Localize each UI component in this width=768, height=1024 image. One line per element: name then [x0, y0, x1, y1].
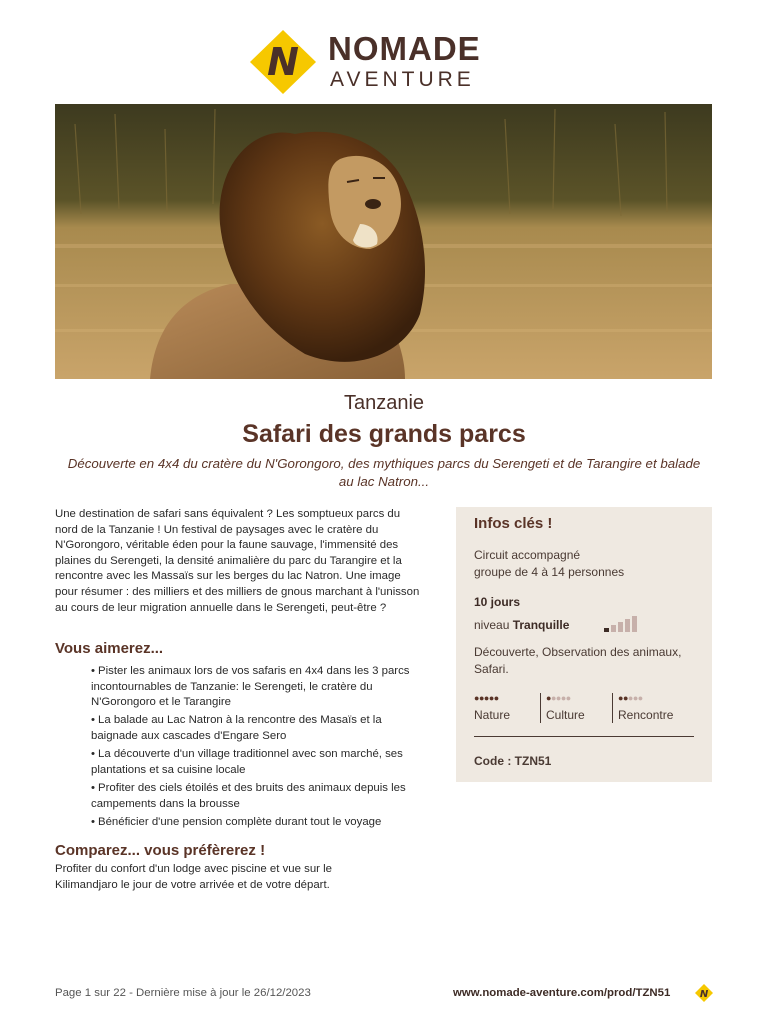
brand-name: NOMADE [328, 30, 481, 67]
trip-type-line2: groupe de 4 à 14 personnes [474, 565, 625, 579]
nomade-logo-icon [248, 28, 318, 96]
nomade-small-logo-icon [695, 984, 713, 1002]
key-info-panel [456, 507, 712, 782]
level-bar [611, 625, 616, 632]
list-item: • Bénéficier d'une pension complète durant tout le voyage [91, 815, 382, 828]
trip-code: Code : TZN51 [474, 754, 552, 768]
level-bar [625, 619, 630, 632]
hero-photo-lion [55, 104, 712, 379]
intro-paragraph: Une destination de safari sans équivalent ? Les somptueux parcs du nord de la Tanzanie ! Un festival de paysages avec le cratère du N'Gorongoro, véritable éden pour la faune sauvage, l'immensité des plaines du Serengeti, la densité animalière du parc du Tarangire et la rencontre avec les Massaïs sur les berges du lac Natron. Une image pour résumer : des milliers et des milliers de gnous marchant à l'unisson au cours de leur migration annuelle dans le Serengeti, peut-être ? [55, 508, 420, 614]
compare-paragraph: Profiter du confort d'un lodge avec piscine et vue sur le Kilimandjaro le jour de votre arrivée et de votre départ. [55, 863, 332, 891]
list-item: • Profiter des ciels étoilés et des bruits des animaux depuis les campements dans la brousse [91, 781, 406, 810]
svg-text:N: N [699, 989, 709, 1000]
like-list [91, 664, 421, 833]
panel-divider [474, 736, 694, 737]
level-bar [604, 628, 609, 632]
rating-dots-icon: ●●●●● [618, 693, 643, 703]
list-item: • La découverte d'un village traditionnel avec son marché, ses plantations et sa cuisine locale [91, 748, 403, 776]
list-item: • Pister les animaux lors de vos safaris en 4x4 dans les 3 parcs incontournables de Tanzanie: le Serengeti, le cratère du N'Gorongoro et le Tarangire [91, 665, 410, 709]
page-info: Page 1 sur 22 - Dernière mise à jour le 26/12/2023 [55, 987, 311, 999]
like-heading: Vous aimerez... [55, 640, 164, 657]
trip-title: Safari des grands parcs [242, 420, 526, 448]
rating-culture: ●●●●● Culture [540, 693, 585, 723]
level-bars-icon [604, 616, 640, 632]
level-bar [632, 616, 637, 632]
trip-level: niveau Tranquille [474, 618, 570, 632]
trip-subtitle: Découverte en 4x4 du cratère du N'Gorongoro, des mythiques parcs du Serengeti et de Tarangire et balade au lac Natron... [67, 456, 701, 489]
product-url-link[interactable]: www.nomade-aventure.com/prod/TZN51 [453, 987, 671, 999]
level-bar [618, 622, 623, 632]
trip-duration: 10 jours [474, 595, 521, 609]
theme-ratings [474, 693, 704, 723]
trip-type-line1: Circuit accompagné [474, 548, 581, 562]
destination-country: Tanzanie [343, 392, 425, 414]
key-info-title: Infos clés ! [474, 515, 553, 532]
brand-subname: AVENTURE [330, 68, 475, 91]
trip-themes: Découverte, Observation des animaux, Safari. [474, 645, 682, 676]
rating-nature: ●●●●● Nature [474, 693, 511, 722]
lion-photo-image [55, 104, 712, 379]
list-item: • La balade au Lac Natron à la rencontre des Masaïs et la baignade aux cascades d'Engare Sero [91, 714, 382, 742]
brand-logo [248, 28, 488, 96]
rating-dots-icon: ●●●●● [546, 693, 571, 703]
rating-rencontre: ●●●●● Rencontre [612, 693, 673, 723]
rating-dots-icon: ●●●●● [474, 693, 499, 703]
logo-mark-letter: N [267, 40, 299, 84]
compare-heading: Comparez... vous préfèrerez ! [55, 842, 266, 859]
